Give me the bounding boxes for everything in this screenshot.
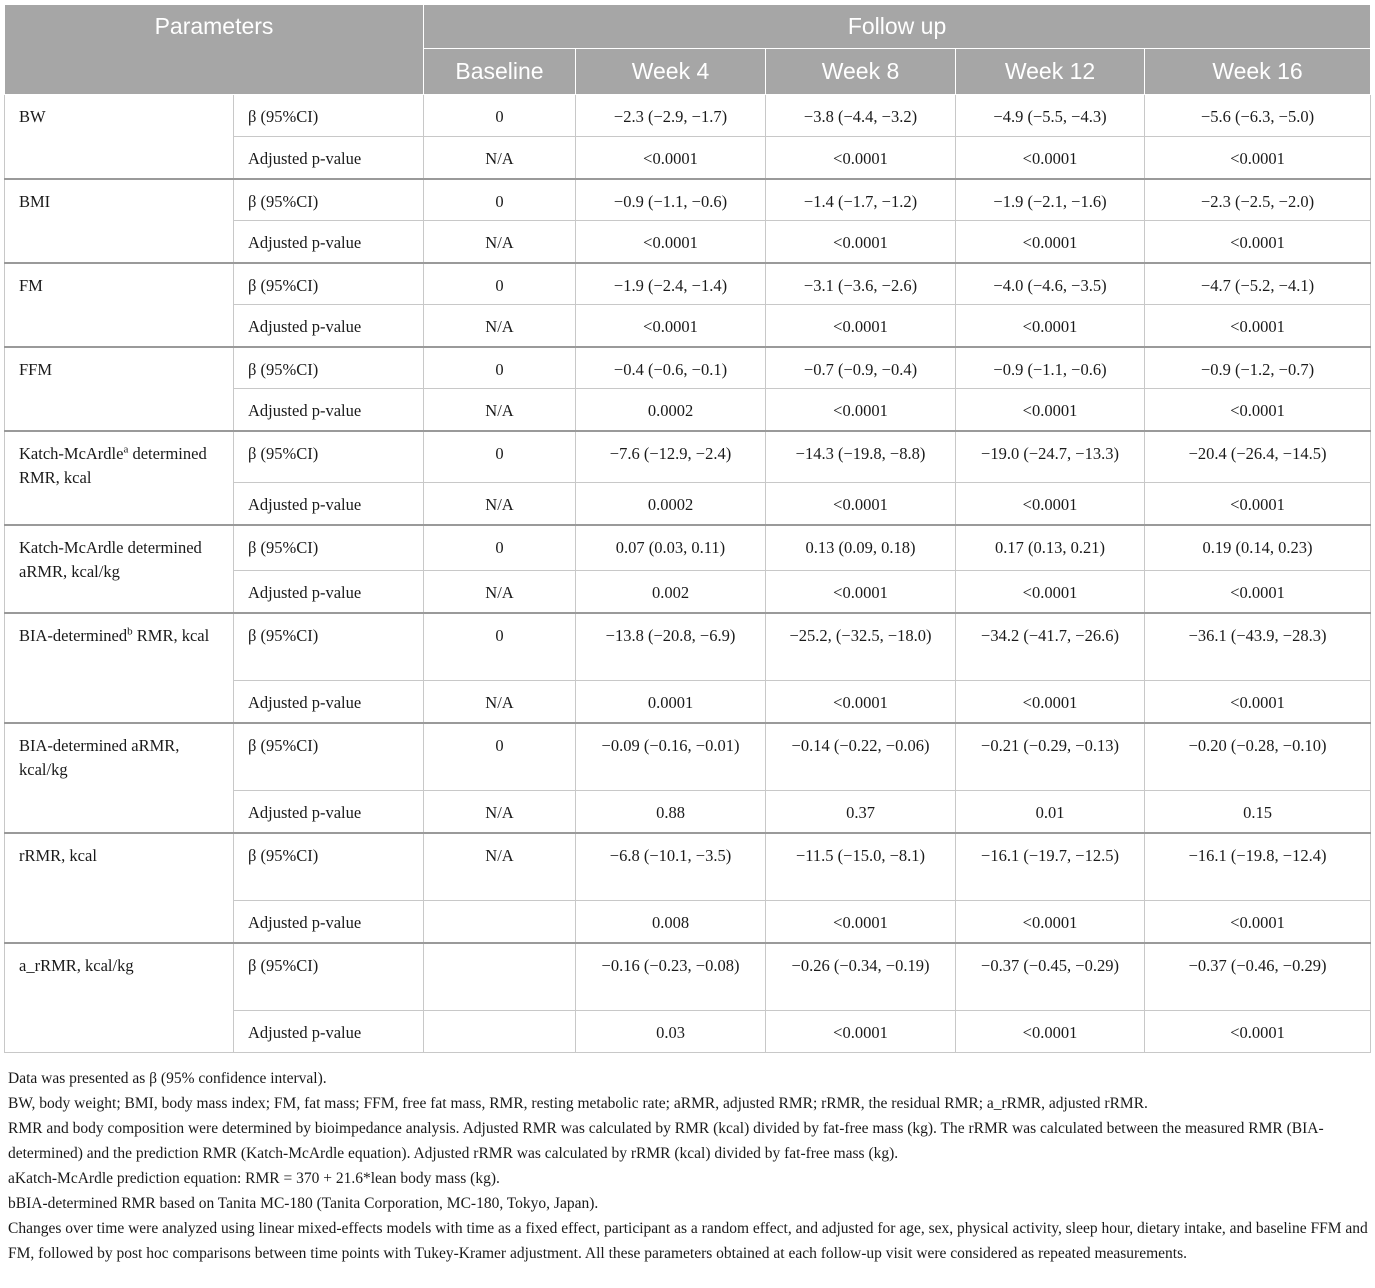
beta-cell: −2.3 (−2.5, −2.0)	[1145, 179, 1371, 221]
p-value-cell: <0.0001	[766, 571, 956, 613]
p-value-cell: <0.0001	[766, 1011, 956, 1053]
p-value-cell: <0.0001	[956, 137, 1145, 179]
beta-cell: 0	[424, 179, 576, 221]
p-value-cell: <0.0001	[1145, 483, 1371, 525]
p-value-cell: 0.03	[576, 1011, 766, 1053]
adjusted-p-label: Adjusted p-value	[234, 791, 424, 833]
p-value-cell: <0.0001	[956, 1011, 1145, 1053]
adjusted-p-label: Adjusted p-value	[234, 571, 424, 613]
p-value-cell: <0.0001	[766, 389, 956, 431]
beta-cell: −16.1 (−19.7, −12.5)	[956, 833, 1145, 901]
beta-cell: −0.9 (−1.2, −0.7)	[1145, 347, 1371, 389]
beta-cell: 0	[424, 613, 576, 681]
p-value-cell: 0.0001	[576, 681, 766, 723]
beta-cell: −1.9 (−2.1, −1.6)	[956, 179, 1145, 221]
beta-cell: 0	[424, 347, 576, 389]
p-value-cell: <0.0001	[956, 901, 1145, 943]
beta-cell: 0.17 (0.13, 0.21)	[956, 525, 1145, 571]
beta-cell: −0.9 (−1.1, −0.6)	[956, 347, 1145, 389]
table-row	[5, 95, 1371, 137]
p-value-cell: <0.0001	[1145, 137, 1371, 179]
p-value-cell: N/A	[424, 681, 576, 723]
p-value-cell: <0.0001	[766, 483, 956, 525]
p-value-cell: 0.88	[576, 791, 766, 833]
table-footnotes	[8, 1066, 1368, 1266]
p-value-cell: N/A	[424, 483, 576, 525]
p-value-cell: 0.0002	[576, 389, 766, 431]
p-value-cell: <0.0001	[1145, 681, 1371, 723]
beta-cell: −19.0 (−24.7, −13.3)	[956, 431, 1145, 483]
table-body	[5, 95, 1371, 1053]
beta-cell: −25.2, (−32.5, −18.0)	[766, 613, 956, 681]
beta-cell: −1.9 (−2.4, −1.4)	[576, 263, 766, 305]
adjusted-p-label: Adjusted p-value	[234, 389, 424, 431]
beta-cell: 0.07 (0.03, 0.11)	[576, 525, 766, 571]
footnote: Changes over time were analyzed using linear mixed-effects models with time as a fixed effect, participant as a random effect, and adjusted for age, sex, physical activity, sleep hour, dietary intake, and baseline FFM and FM, followed by post hoc comparisons between time points with Tukey-Kramer adjustment. All these parameters obtained at each follow-up visit were considered as repeated measurements.	[8, 1220, 1368, 1262]
p-value-cell: N/A	[424, 221, 576, 263]
p-value-cell: N/A	[424, 571, 576, 613]
adjusted-p-label: Adjusted p-value	[234, 901, 424, 943]
beta-cell: −34.2 (−41.7, −26.6)	[956, 613, 1145, 681]
table-row	[5, 525, 1371, 571]
p-value-cell: <0.0001	[576, 137, 766, 179]
table-row	[5, 179, 1371, 221]
p-value-cell: <0.0001	[766, 221, 956, 263]
p-value-cell: <0.0001	[956, 305, 1145, 347]
parameter-name: BW	[5, 95, 234, 179]
beta-cell: −0.26 (−0.34, −0.19)	[766, 943, 956, 1011]
adjusted-p-label: Adjusted p-value	[234, 1011, 424, 1053]
header-col: Week 12	[956, 49, 1145, 95]
table-row	[5, 263, 1371, 305]
beta-cell: 0	[424, 263, 576, 305]
beta-cell: −2.3 (−2.9, −1.7)	[576, 95, 766, 137]
p-value-cell: <0.0001	[1145, 1011, 1371, 1053]
beta-cell: −14.3 (−19.8, −8.8)	[766, 431, 956, 483]
adjusted-p-label: Adjusted p-value	[234, 305, 424, 347]
p-value-cell: N/A	[424, 305, 576, 347]
p-value-cell: <0.0001	[766, 681, 956, 723]
parameter-name: BIA-determined$^b$ RMR, kcal	[5, 613, 234, 723]
header-col: Baseline	[424, 49, 576, 95]
beta-cell: −0.14 (−0.22, −0.06)	[766, 723, 956, 791]
adjusted-p-label: Adjusted p-value	[234, 137, 424, 179]
footnote: bBIA-determined RMR based on Tanita MC-180 (Tanita Corporation, MC-180, Tokyo, Japan).	[8, 1195, 599, 1212]
beta-cell: 0.13 (0.09, 0.18)	[766, 525, 956, 571]
header-col: Week 4	[576, 49, 766, 95]
p-value-cell	[424, 1011, 576, 1053]
beta-cell	[424, 943, 576, 1011]
p-value-cell: 0.37	[766, 791, 956, 833]
beta-label: β (95%CI)	[234, 263, 424, 305]
beta-cell: −6.8 (−10.1, −3.5)	[576, 833, 766, 901]
p-value-cell: 0.01	[956, 791, 1145, 833]
beta-cell: −4.0 (−4.6, −3.5)	[956, 263, 1145, 305]
p-value-cell: N/A	[424, 137, 576, 179]
parameter-name: FM	[5, 263, 234, 347]
p-value-cell: N/A	[424, 791, 576, 833]
p-value-cell: <0.0001	[956, 221, 1145, 263]
p-value-cell: 0.008	[576, 901, 766, 943]
parameter-name: Katch-McArdle$^a$ determined RMR, kcal	[5, 431, 234, 525]
footnote: Data was presented as β (95% confidence interval).	[8, 1070, 327, 1087]
p-value-cell: 0.15	[1145, 791, 1371, 833]
beta-cell: −0.37 (−0.45, −0.29)	[956, 943, 1145, 1011]
beta-label: β (95%CI)	[234, 347, 424, 389]
beta-label: β (95%CI)	[234, 833, 424, 901]
beta-label: β (95%CI)	[234, 95, 424, 137]
beta-cell: −0.4 (−0.6, −0.1)	[576, 347, 766, 389]
beta-cell: −4.7 (−5.2, −4.1)	[1145, 263, 1371, 305]
beta-cell: N/A	[424, 833, 576, 901]
beta-cell: 0	[424, 723, 576, 791]
beta-label: β (95%CI)	[234, 525, 424, 571]
beta-cell: −0.09 (−0.16, −0.01)	[576, 723, 766, 791]
footnote: BW, body weight; BMI, body mass index; FM, fat mass; FFM, free fat mass, RMR, resting metabolic rate; aRMR, adjusted RMR; rRMR, the residual RMR; a_rRMR, adjusted rRMR.	[8, 1095, 1148, 1112]
table-row	[5, 723, 1371, 791]
header-col: Week 16	[1145, 49, 1371, 95]
p-value-cell: <0.0001	[956, 571, 1145, 613]
beta-cell: −0.16 (−0.23, −0.08)	[576, 943, 766, 1011]
p-value-cell: <0.0001	[956, 389, 1145, 431]
parameter-name: Katch-McArdle determined aRMR, kcal/kg	[5, 525, 234, 613]
beta-cell: −3.8 (−4.4, −3.2)	[766, 95, 956, 137]
beta-cell: −0.21 (−0.29, −0.13)	[956, 723, 1145, 791]
p-value-cell: <0.0001	[766, 137, 956, 179]
beta-label: β (95%CI)	[234, 613, 424, 681]
beta-cell: −1.4 (−1.7, −1.2)	[766, 179, 956, 221]
p-value-cell: <0.0001	[576, 221, 766, 263]
beta-cell: −13.8 (−20.8, −6.9)	[576, 613, 766, 681]
beta-cell: −3.1 (−3.6, −2.6)	[766, 263, 956, 305]
beta-label: β (95%CI)	[234, 431, 424, 483]
parameter-name: BIA-determined aRMR, kcal/kg	[5, 723, 234, 833]
beta-cell: −0.37 (−0.46, −0.29)	[1145, 943, 1371, 1011]
beta-label: β (95%CI)	[234, 943, 424, 1011]
footnote: RMR and body composition were determined by bioimpedance analysis. Adjusted RMR was calculated by RMR (kcal) divided by fat-free mass (kg). The rRMR was calculated between the measured RMR (BIA-determined) and the prediction RMR (Katch-McArdle equation). Adjusted rRMR was calculated by rRMR (kcal) divided by fat-free mass (kg).	[8, 1120, 1324, 1162]
header-parameters: Parameters	[5, 5, 424, 95]
beta-cell: −36.1 (−43.9, −28.3)	[1145, 613, 1371, 681]
beta-cell: −0.7 (−0.9, −0.4)	[766, 347, 956, 389]
table-row	[5, 431, 1371, 483]
beta-label: β (95%CI)	[234, 179, 424, 221]
adjusted-p-label: Adjusted p-value	[234, 483, 424, 525]
table-row	[5, 833, 1371, 901]
beta-cell: −4.9 (−5.5, −4.3)	[956, 95, 1145, 137]
beta-cell: −20.4 (−26.4, −14.5)	[1145, 431, 1371, 483]
p-value-cell: <0.0001	[766, 305, 956, 347]
beta-cell: −0.9 (−1.1, −0.6)	[576, 179, 766, 221]
parameter-name: FFM	[5, 347, 234, 431]
p-value-cell: <0.0001	[1145, 571, 1371, 613]
p-value-cell: 0.0002	[576, 483, 766, 525]
table-row	[5, 613, 1371, 681]
beta-cell: −11.5 (−15.0, −8.1)	[766, 833, 956, 901]
p-value-cell: N/A	[424, 389, 576, 431]
p-value-cell: <0.0001	[1145, 389, 1371, 431]
adjusted-p-label: Adjusted p-value	[234, 681, 424, 723]
beta-cell: 0	[424, 431, 576, 483]
beta-cell: −7.6 (−12.9, −2.4)	[576, 431, 766, 483]
beta-cell: 0	[424, 95, 576, 137]
table-row	[5, 943, 1371, 1011]
p-value-cell: <0.0001	[766, 901, 956, 943]
p-value-cell: <0.0001	[956, 483, 1145, 525]
beta-cell: 0.19 (0.14, 0.23)	[1145, 525, 1371, 571]
results-table	[4, 4, 1371, 1053]
p-value-cell: <0.0001	[1145, 221, 1371, 263]
p-value-cell: <0.0001	[956, 681, 1145, 723]
parameter-name: BMI	[5, 179, 234, 263]
header-follow-up: Follow up	[424, 5, 1371, 49]
beta-cell: 0	[424, 525, 576, 571]
beta-cell: −5.6 (−6.3, −5.0)	[1145, 95, 1371, 137]
p-value-cell: <0.0001	[1145, 901, 1371, 943]
beta-cell: −16.1 (−19.8, −12.4)	[1145, 833, 1371, 901]
p-value-cell	[424, 901, 576, 943]
parameter-name: rRMR, kcal	[5, 833, 234, 943]
beta-cell: −0.20 (−0.28, −0.10)	[1145, 723, 1371, 791]
beta-label: β (95%CI)	[234, 723, 424, 791]
p-value-cell: <0.0001	[576, 305, 766, 347]
footnote: aKatch-McArdle prediction equation: RMR = 370 + 21.6*lean body mass (kg).	[8, 1170, 500, 1187]
p-value-cell: <0.0001	[1145, 305, 1371, 347]
p-value-cell: 0.002	[576, 571, 766, 613]
table-row	[5, 347, 1371, 389]
parameter-name: a_rRMR, kcal/kg	[5, 943, 234, 1053]
header-col: Week 8	[766, 49, 956, 95]
adjusted-p-label: Adjusted p-value	[234, 221, 424, 263]
